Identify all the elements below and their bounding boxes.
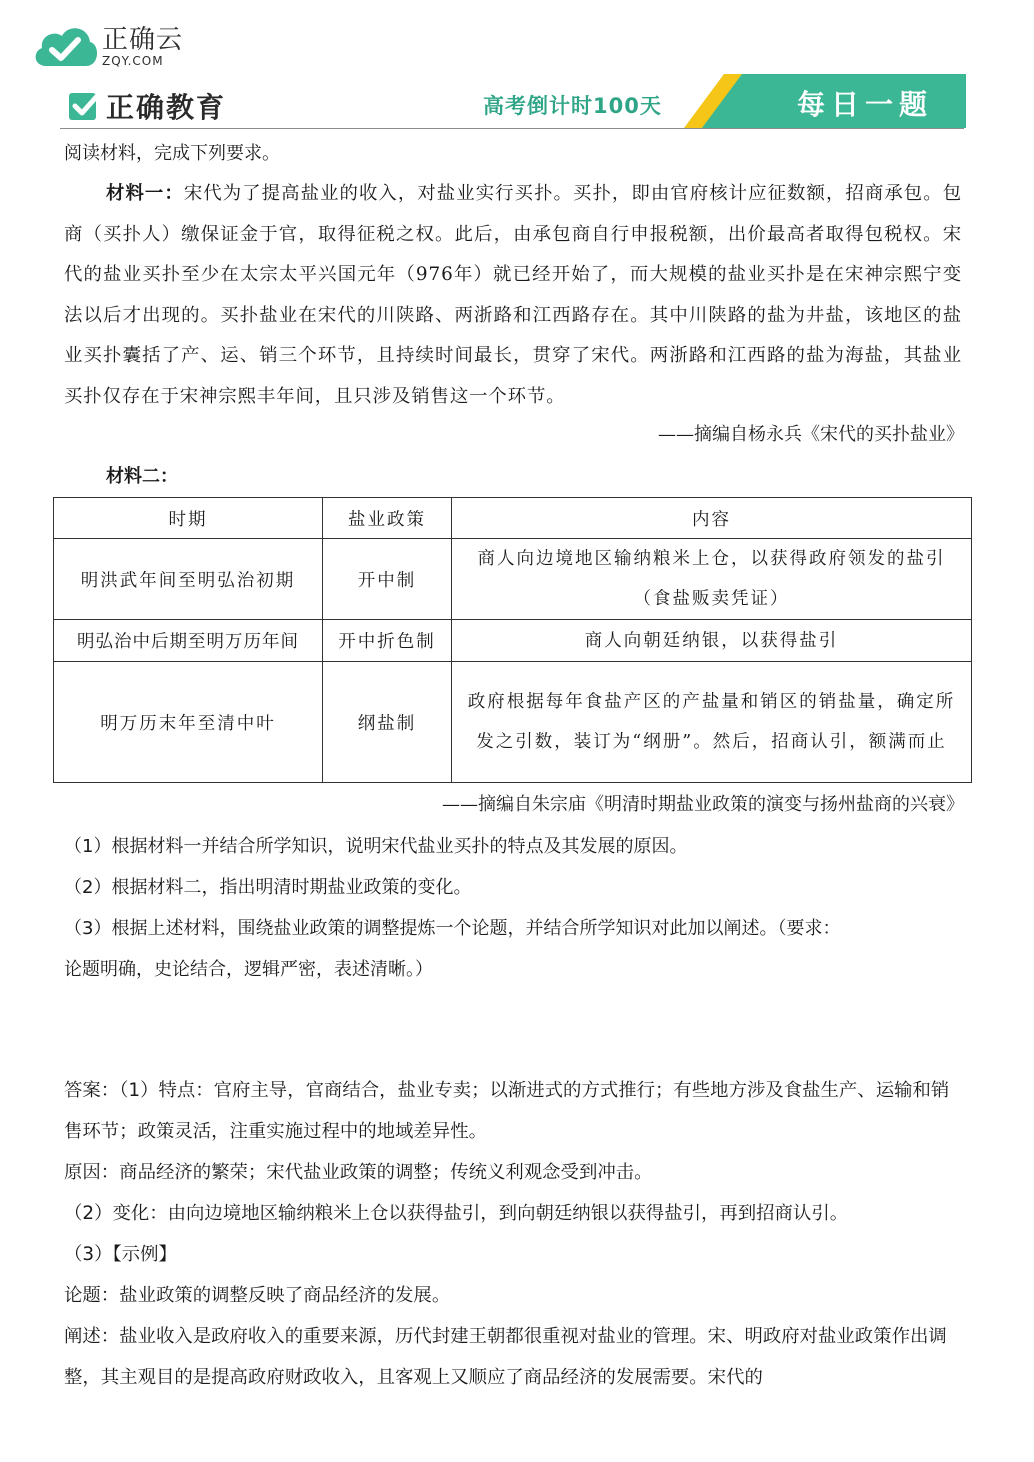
header-content: 内容 [452,498,972,539]
question-3: （3）根据上述材料，围绕盐业政策的调整提炼一个论题，并结合所学知识对此加以阐述。（要求： [64,918,841,939]
material-one [64,174,962,418]
cloud-check-icon [30,20,100,72]
checkbox-icon [68,90,100,122]
table-row [54,539,972,620]
material-one-source: ——摘编自杨永兵《宋代的买扑盐业》 [658,424,964,445]
question-3-continued: 论题明确，史论结合，逻辑严密，表述清晰。） [64,959,433,980]
content-cell: 政府根据每年食盐产区的产盐量和销区的销盐量，确定所发之引数，装订为“纲册”。然后，招商认引，额满而止 [452,662,972,783]
answer-3-thesis: 论题：盐业政策的调整反映了商品经济的发展。 [64,1285,451,1306]
content-cell: 商人向边境地区输纳粮米上仓，以获得政府领发的盐引（食盐贩卖凭证） [452,539,972,620]
salt-policy-table [53,497,972,783]
period-cell: 明万历末年至清中叶 [54,662,323,783]
question-2: （2）根据材料二，指出明清时期盐业政策的变化。 [64,877,472,898]
brand-title [68,86,226,126]
question-1: （1）根据材料一并结合所学知识，说明宋代盐业买扑的特点及其发展的原因。 [64,836,688,857]
daily-question-label: 每日一题 [796,88,933,121]
table-row [54,662,972,783]
answer-1-reason: 原因：商品经济的繁荣；宋代盐业政策的调整；传统义利观念受到冲击。 [64,1162,653,1183]
zqy-logo [30,20,220,76]
logo-chinese-name: 正确云 [102,25,184,55]
material-two-label: 材料二： [106,466,178,487]
exam-countdown: 高考倒计时100天 [483,94,662,118]
table-row [54,620,972,662]
instruction: 阅读材料，完成下列要求。 [64,143,280,164]
header-policy: 盐业政策 [323,498,452,539]
material-two-source: ——摘编自朱宗庙《明清时期盐业政策的演变与扬州盐商的兴衰》 [442,794,964,815]
brand-name: 正确教育 [106,91,227,124]
material-one-label: 材料一： [106,183,184,204]
header-divider [60,128,964,129]
policy-cell: 开中制 [323,539,452,620]
period-cell: 明洪武年间至明弘治初期 [54,539,323,620]
table-header-row [54,498,972,539]
answer-3-exposition: 阐述：盐业收入是政府收入的重要来源，历代封建王朝都很重视对盐业的管理。宋、明政府对盐业政策作出调整，其主观目的是提高政府财政收入，且客观上又顺应了商品经济的发展需要。宋代的 [64,1326,947,1388]
content-cell: 商人向朝廷纳银，以获得盐引 [452,620,972,662]
header-period: 时期 [54,498,323,539]
answer-2: （2）变化：由向边境地区输纳粮米上仓以获得盐引，到向朝廷纳银以获得盐引，再到招商认引。 [64,1203,849,1224]
answer-3-label: （3）【示例】 [64,1244,177,1265]
policy-cell: 纲盐制 [323,662,452,783]
material-one-text: 宋代为了提高盐业的收入，对盐业实行买扑。买扑，即由官府核计应征数额，招商承包。包商（买扑人）缴保证金于官，取得征税之权。此后，由承包商自行申报税额，出价最高者取得包税权。宋代的盐业买扑至少在太宗太平兴国元年（976年）就已经开始了，而大规模的盐业买扑是在宋神宗熙宁变法以后才出现的。买扑盐业在宋代的川陕路、两浙路和江西路存在。其中川陕路的盐为井盐，该地区的盐业买扑囊括了产、运、销三个环节，且持续时间最长，贯穿了宋代。两浙路和江西路的盐为海盐，其盐业买扑仅存在于宋神宗熙丰年间，且只涉及销售这一个环节。 [64,183,962,407]
answer-1: 答案：（1）特点：官府主导，官商结合，盐业专卖；以渐进式的方式推行；有些地方涉及食盐生产、运输和销售环节；政策灵活，注重实施过程中的地域差异性。 [64,1080,950,1142]
period-cell: 明弘治中后期至明万历年间 [54,620,323,662]
policy-cell: 开中折色制 [323,620,452,662]
logo-domain: ZQY.COM [102,54,164,68]
